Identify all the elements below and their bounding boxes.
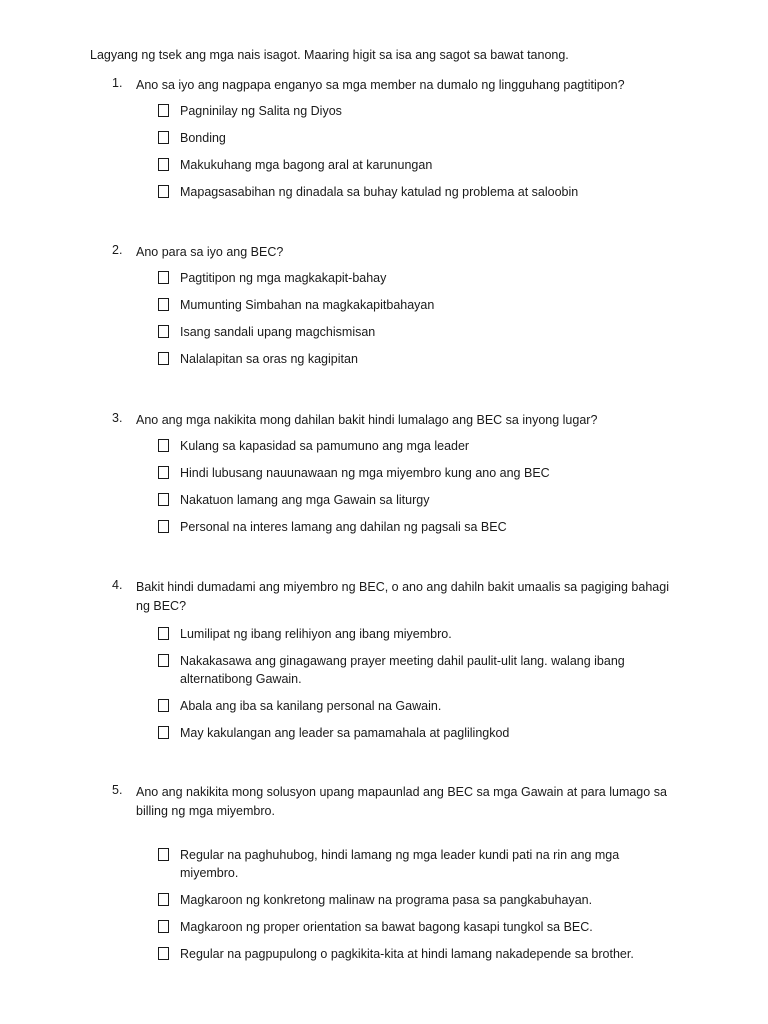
option-label: Makukuhang mga bagong aral at karunungan [180,158,433,172]
option-label: Pagninilay ng Salita ng Diyos [180,104,342,118]
question-text: Ano para sa iyo ang BEC? [136,245,284,259]
option-list [158,437,672,536]
option-label: Nakatuon lamang ang mga Gawain sa liturgy [180,493,430,507]
option-item[interactable] [158,350,672,368]
option-item[interactable] [158,518,672,536]
option-item[interactable] [158,652,672,688]
option-item[interactable] [158,945,672,963]
option-item[interactable] [158,625,672,643]
question-number: 3. [112,411,123,425]
option-item[interactable] [158,918,672,936]
option-label: Hindi lubusang nauunawaan ng mga miyembro kung ano ang BEC [180,466,550,480]
option-list [158,102,672,201]
checkbox-icon[interactable] [158,271,169,284]
option-label: Pagtitipon ng mga magkakapit-bahay [180,271,387,285]
question-number: 2. [112,243,123,257]
option-label: Bonding [180,131,226,145]
question-text: Ano sa iyo ang nagpapa enganyo sa mga member na dumalo ng lingguhang pagtitipon? [136,78,625,92]
option-item[interactable] [158,183,672,201]
option-item[interactable] [158,296,672,314]
option-label: Mumunting Simbahan na magkakapitbahayan [180,298,435,312]
question-number: 1. [112,76,123,90]
question-text: Ano ang mga nakikita mong dahilan bakit hindi lumalago ang BEC sa inyong lugar? [136,413,598,427]
question-3 [112,411,672,536]
option-item[interactable] [158,156,672,174]
option-label: Regular na pagpupulong o pagkikita-kita at hindi lamang nakadepende sa brother. [180,947,634,961]
option-label: Magkaroon ng konkretong malinaw na programa pasa sa pangkabuhayan. [180,893,593,907]
option-label: Nakakasawa ang ginagawang prayer meeting dahil paulit-ulit lang. walang ibang alternatibong Gawain. [180,654,625,686]
checkbox-icon[interactable] [158,131,169,144]
option-item[interactable] [158,464,672,482]
option-label: Mapagsasabihan ng dinadala sa buhay katulad ng problema at saloobin [180,185,579,199]
checkbox-icon[interactable] [158,893,169,906]
question-5 [112,783,672,963]
checkbox-icon[interactable] [158,947,169,960]
option-item[interactable] [158,491,672,509]
checkbox-icon[interactable] [158,352,169,365]
checkbox-icon[interactable] [158,493,169,506]
checkbox-icon[interactable] [158,726,169,739]
option-list [158,846,672,963]
option-item[interactable] [158,724,672,742]
option-label: Magkaroon ng proper orientation sa bawat bagong kasapi tungkol sa BEC. [180,920,593,934]
option-item[interactable] [158,323,672,341]
question-number: 5. [112,783,123,797]
option-item[interactable] [158,269,672,287]
checkbox-icon[interactable] [158,325,169,338]
checkbox-icon[interactable] [158,627,169,640]
option-item[interactable] [158,891,672,909]
checkbox-icon[interactable] [158,466,169,479]
question-4 [112,578,672,742]
checkbox-icon[interactable] [158,439,169,452]
question-1 [112,76,672,201]
checkbox-icon[interactable] [158,920,169,933]
checkbox-icon[interactable] [158,158,169,171]
option-label: Regular na paghuhubog, hindi lamang ng mga leader kundi pati na rin ang mga miyembro. [180,848,620,880]
option-label: Kulang sa kapasidad sa pamumuno ang mga leader [180,439,470,453]
option-item[interactable] [158,697,672,715]
option-item[interactable] [158,102,672,120]
option-list [158,625,672,742]
question-text: Bakit hindi dumadami ang miyembro ng BEC, o ano ang dahiln bakit umaalis sa pagiging bahagi ng BEC? [136,580,669,613]
question-text: Ano ang nakikita mong solusyon upang mapaunlad ang BEC sa mga Gawain at para lumago sa billing ng mga miyembro. [136,785,667,818]
option-label: Isang sandali upang magchismisan [180,325,376,339]
checkbox-icon[interactable] [158,654,169,667]
checkbox-icon[interactable] [158,298,169,311]
option-item[interactable] [158,129,672,147]
checkbox-icon[interactable] [158,848,169,861]
option-label: May kakulangan ang leader sa pamamahala at paglilingkod [180,726,510,740]
checkbox-icon[interactable] [158,185,169,198]
checkbox-icon[interactable] [158,520,169,533]
checkbox-icon[interactable] [158,699,169,712]
checkbox-icon[interactable] [158,104,169,117]
option-label: Lumilipat ng ibang relihiyon ang ibang miyembro. [180,627,452,641]
instructions: Lagyang ng tsek ang mga nais isagot. Maaring higit sa isa ang sagot sa bawat tanong. [90,48,569,62]
option-label: Personal na interes lamang ang dahilan ng pagsali sa BEC [180,520,507,534]
question-2 [112,243,672,368]
option-list [158,269,672,368]
option-label: Nalalapitan sa oras ng kagipitan [180,352,358,366]
question-number: 4. [112,578,123,592]
option-item[interactable] [158,846,672,882]
option-item[interactable] [158,437,672,455]
option-label: Abala ang iba sa kanilang personal na Gawain. [180,699,442,713]
